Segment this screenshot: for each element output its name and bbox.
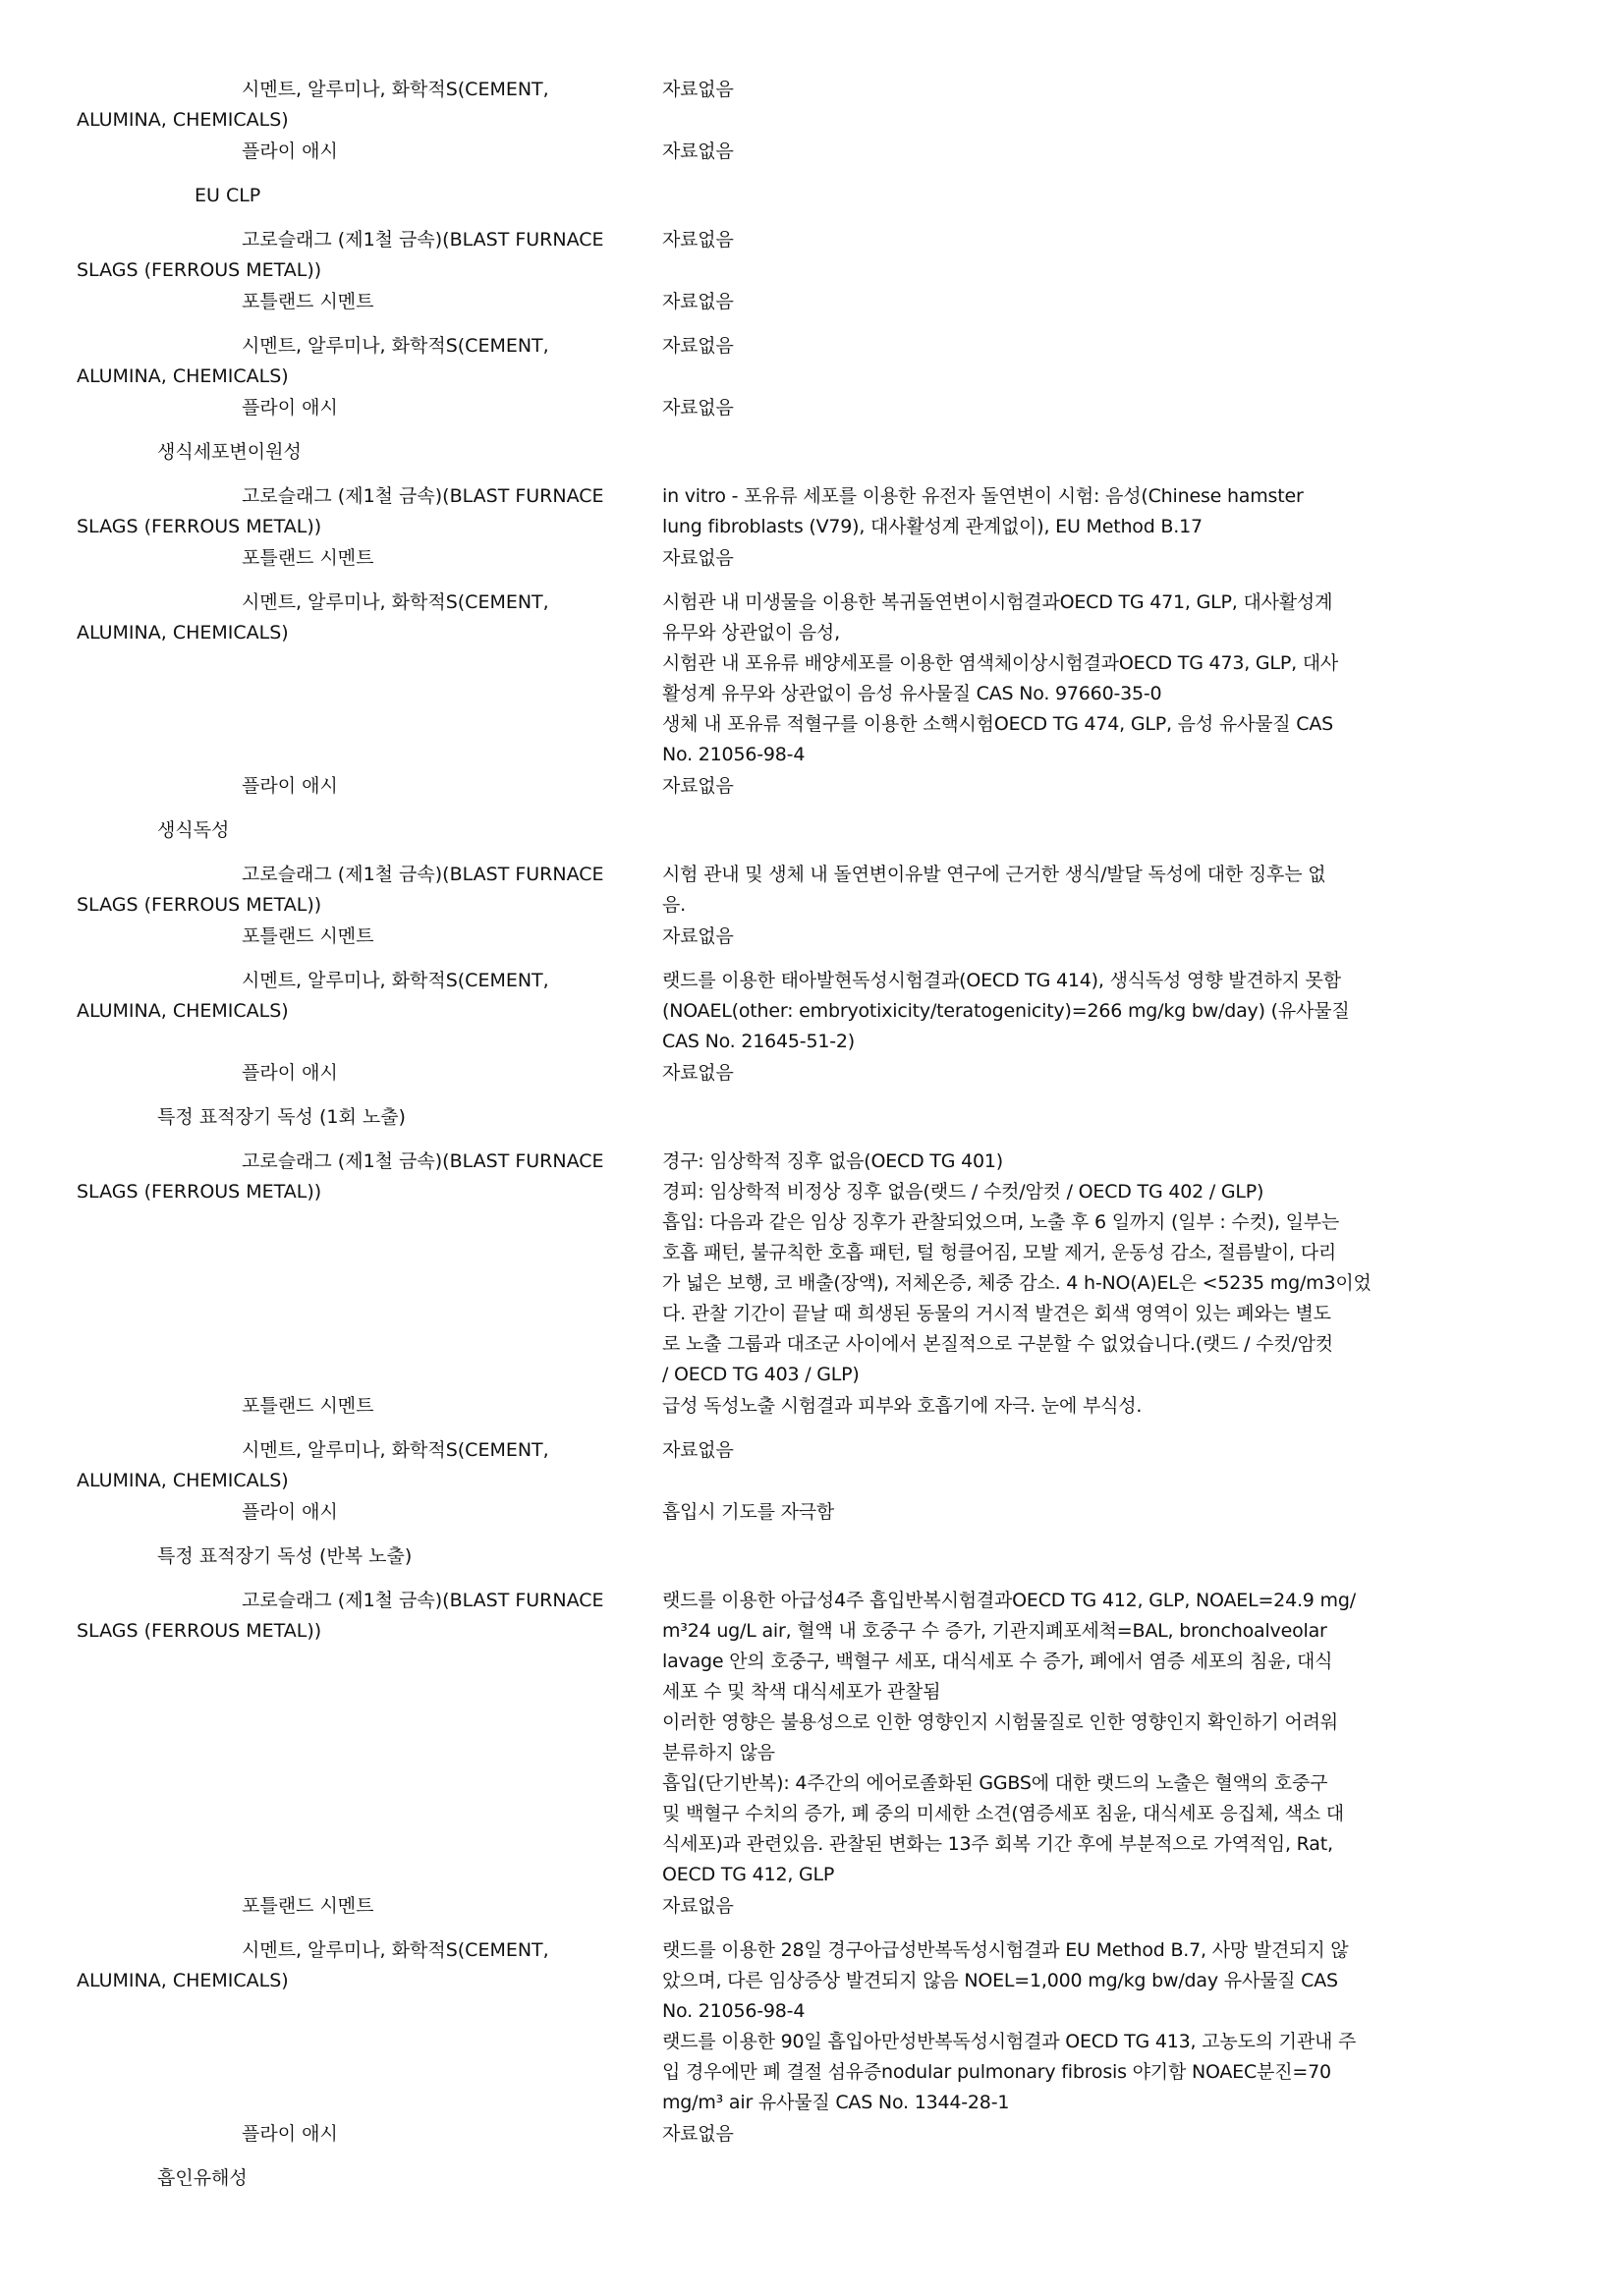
result-line: 시험관 내 미생물을 이용한 복귀돌연변이시험결과OECD TG 471, GLP, 대사활성계 bbox=[662, 591, 1333, 613]
result-line: 로 노출 그룹과 대조군 사이에서 본질적으로 구분할 수 없었습니다.(랫드 / 수컷/암컷 bbox=[662, 1333, 1333, 1355]
substance-row bbox=[77, 1391, 1491, 1422]
substance-name-line: 플라이 애시 bbox=[242, 1062, 338, 1084]
substance-result bbox=[662, 1497, 1470, 1528]
substance-name-line: 포틀랜드 시멘트 bbox=[242, 1395, 374, 1417]
substance-name bbox=[77, 481, 662, 542]
substance-name bbox=[77, 771, 662, 802]
result-line: 자료없음 bbox=[662, 1439, 734, 1461]
substance-name-line: ALUMINA, CHEMICALS) bbox=[77, 109, 289, 131]
hazard-section bbox=[77, 1102, 1491, 1528]
result-line: 급성 독성노출 시험결과 피부와 호흡기에 자극. 눈에 부식성. bbox=[662, 1395, 1143, 1417]
substance-name bbox=[77, 1391, 662, 1422]
substance-name-line: 고로슬래그 (제1철 금속)(BLAST FURNACE bbox=[242, 1150, 604, 1172]
hazard-section bbox=[77, 2163, 1491, 2194]
result-line: 경피: 임상학적 비정상 징후 없음(랫드 / 수컷/암컷 / OECD TG 402 / GLP) bbox=[662, 1181, 1264, 1203]
section-heading: 특정 표적장기 독성 (1회 노출) bbox=[157, 1106, 406, 1128]
substance-name-line: SLAGS (FERROUS METAL)) bbox=[77, 894, 322, 916]
substance-name-line: ALUMINA, CHEMICALS) bbox=[77, 622, 289, 644]
substance-result bbox=[662, 1147, 1470, 1390]
substance-row bbox=[77, 966, 1491, 1057]
hazard-section bbox=[77, 815, 1491, 1089]
substance-result bbox=[662, 1058, 1470, 1089]
section-heading: EU CLP bbox=[195, 185, 261, 206]
substance-row bbox=[77, 225, 1491, 286]
substance-name bbox=[77, 2119, 662, 2150]
result-line: 자료없음 bbox=[662, 1062, 734, 1084]
result-line: mg/m³ air 유사물질 CAS No. 1344-28-1 bbox=[662, 2092, 1010, 2113]
result-line: 경구: 임상학적 징후 없음(OECD TG 401) bbox=[662, 1150, 1004, 1172]
substance-name-line: 시멘트, 알루미나, 화학적S(CEMENT, bbox=[242, 1439, 549, 1461]
result-line: 랫드를 이용한 태아발현독성시험결과(OECD TG 414), 생식독성 영향 발견하지 못함 bbox=[662, 970, 1341, 991]
result-line: 흡입(단기반복): 4주간의 에어로졸화된 GGBS에 대한 랫드의 노출은 혈액의 호중구 bbox=[662, 1772, 1328, 1794]
substance-name-line: 고로슬래그 (제1철 금속)(BLAST FURNACE bbox=[242, 864, 604, 885]
hazard-section bbox=[77, 75, 1491, 167]
substance-row bbox=[77, 331, 1491, 392]
result-line: 세포 수 및 착색 대식세포가 관찰됨 bbox=[662, 1681, 941, 1703]
result-line: 이러한 영향은 불용성으로 인한 영향인지 시험물질로 인한 영향인지 확인하기 어려워 bbox=[662, 1711, 1338, 1733]
result-line: OECD TG 412, GLP bbox=[662, 1864, 835, 1885]
result-line: 자료없음 bbox=[662, 291, 734, 312]
result-line: 랫드를 이용한 28일 경구아급성반복독성시험결과 EU Method B.7, 사망 발견되지 않 bbox=[662, 1939, 1349, 1961]
substance-name bbox=[77, 137, 662, 167]
substance-row bbox=[77, 137, 1491, 167]
substance-name bbox=[77, 860, 662, 921]
result-line: 랫드를 이용한 90일 흡입아만성반복독성시험결과 OECD TG 413, 고농도의 기관내 주 bbox=[662, 2031, 1357, 2052]
result-line: 및 백혈구 수치의 증가, 폐 중의 미세한 소견(염증세포 침윤, 대식세포 응집체, 색소 대 bbox=[662, 1803, 1344, 1824]
substance-row bbox=[77, 860, 1491, 921]
result-line: 생체 내 포유류 적혈구를 이용한 소핵시험OECD TG 474, GLP, 음성 유사물질 CAS bbox=[662, 713, 1333, 735]
section-heading: 생식세포변이원성 bbox=[157, 441, 302, 463]
substance-name-line: SLAGS (FERROUS METAL)) bbox=[77, 1181, 322, 1203]
result-line: 자료없음 bbox=[662, 229, 734, 251]
substance-row bbox=[77, 481, 1491, 542]
substance-name-line: 플라이 애시 bbox=[242, 1501, 338, 1523]
substance-name-line: 플라이 애시 bbox=[242, 775, 338, 797]
substance-row bbox=[77, 75, 1491, 136]
substance-name bbox=[77, 1435, 662, 1496]
result-line: 가 넓은 보행, 코 배출(장액), 저체온증, 체중 감소. 4 h-NO(A)EL은 <5235 mg/m3이었 bbox=[662, 1272, 1372, 1294]
hazard-section bbox=[77, 181, 1491, 423]
result-line: 자료없음 bbox=[662, 397, 734, 419]
substance-result bbox=[662, 1435, 1470, 1496]
substance-name-line: 포틀랜드 시멘트 bbox=[242, 291, 374, 312]
substance-row bbox=[77, 1891, 1491, 1922]
substance-row bbox=[77, 1435, 1491, 1496]
result-line: 분류하지 않음 bbox=[662, 1742, 775, 1764]
substance-result bbox=[662, 1586, 1470, 1890]
substance-name-line: ALUMINA, CHEMICALS) bbox=[77, 1970, 289, 1991]
result-line: 음. bbox=[662, 894, 686, 916]
result-line: in vitro - 포유류 세포를 이용한 유전자 돌연변이 시험: 음성(Chinese hamster bbox=[662, 485, 1304, 507]
substance-name-line: 플라이 애시 bbox=[242, 2123, 338, 2145]
section-heading: 흡인유해성 bbox=[157, 2167, 248, 2189]
result-line: 자료없음 bbox=[662, 2123, 734, 2145]
substance-name-line: 고로슬래그 (제1철 금속)(BLAST FURNACE bbox=[242, 1590, 604, 1611]
result-line: 자료없음 bbox=[662, 140, 734, 162]
substance-name-line: 고로슬래그 (제1철 금속)(BLAST FURNACE bbox=[242, 229, 604, 251]
substance-name bbox=[77, 225, 662, 286]
result-line: 자료없음 bbox=[662, 547, 734, 569]
substance-name bbox=[77, 331, 662, 392]
substance-row bbox=[77, 771, 1491, 802]
result-line: / OECD TG 403 / GLP) bbox=[662, 1364, 860, 1385]
result-line: 자료없음 bbox=[662, 335, 734, 357]
substance-name bbox=[77, 966, 662, 1057]
substance-name bbox=[77, 543, 662, 574]
substance-name-line: 포틀랜드 시멘트 bbox=[242, 547, 374, 569]
substance-result bbox=[662, 771, 1470, 802]
substance-result bbox=[662, 287, 1470, 317]
substance-name-line: 시멘트, 알루미나, 화학적S(CEMENT, bbox=[242, 970, 549, 991]
substance-row bbox=[77, 1147, 1491, 1390]
hazard-section bbox=[77, 1541, 1491, 2150]
result-line: No. 21056-98-4 bbox=[662, 2000, 806, 2022]
result-line: 았으며, 다른 임상증상 발견되지 않음 NOEL=1,000 mg/kg bw/day 유사물질 CAS bbox=[662, 1970, 1338, 1991]
result-line: 자료없음 bbox=[662, 1895, 734, 1917]
substance-name-line: 시멘트, 알루미나, 화학적S(CEMENT, bbox=[242, 79, 549, 100]
substance-result bbox=[662, 922, 1470, 952]
result-line: 시험관 내 포유류 배양세포를 이용한 염색체이상시험결과OECD TG 473, GLP, 대사 bbox=[662, 652, 1339, 674]
result-line: 흡입시 기도를 자극함 bbox=[662, 1501, 835, 1523]
substance-name-line: ALUMINA, CHEMICALS) bbox=[77, 1470, 289, 1491]
substance-row bbox=[77, 922, 1491, 952]
document-body bbox=[77, 75, 1491, 2208]
result-line: 입 경우에만 폐 결절 섬유증nodular pulmonary fibrosis 야기함 NOAEC분진=70 bbox=[662, 2061, 1331, 2083]
substance-name-line: 시멘트, 알루미나, 화학적S(CEMENT, bbox=[242, 591, 549, 613]
substance-name-line: ALUMINA, CHEMICALS) bbox=[77, 1000, 289, 1022]
result-line: 시험 관내 및 생체 내 돌연변이유발 연구에 근거한 생식/발달 독성에 대한 징후는 없 bbox=[662, 864, 1326, 885]
substance-name-line: 포틀랜드 시멘트 bbox=[242, 1895, 374, 1917]
substance-result bbox=[662, 2119, 1470, 2150]
substance-result bbox=[662, 1935, 1470, 2118]
substance-name bbox=[77, 1058, 662, 1089]
substance-result bbox=[662, 1391, 1470, 1422]
substance-row bbox=[77, 1497, 1491, 1528]
result-line: m³24 ug/L air, 혈액 내 호중구 수 증가, 기관지폐포세척=BAL, bronchoalveolar bbox=[662, 1620, 1327, 1642]
substance-name bbox=[77, 393, 662, 423]
result-line: 유무와 상관없이 음성, bbox=[662, 622, 840, 644]
result-line: 자료없음 bbox=[662, 79, 734, 100]
substance-name-line: SLAGS (FERROUS METAL)) bbox=[77, 1620, 322, 1642]
substance-result bbox=[662, 588, 1470, 770]
result-line: 호흡 패턴, 불규칙한 호흡 패턴, 털 헝클어짐, 모발 제거, 운동성 감소, 절름발이, 다리 bbox=[662, 1242, 1337, 1263]
section-heading: 특정 표적장기 독성 (반복 노출) bbox=[157, 1545, 413, 1567]
substance-name-line: 고로슬래그 (제1철 금속)(BLAST FURNACE bbox=[242, 485, 604, 507]
result-line: No. 21056-98-4 bbox=[662, 744, 806, 765]
substance-row bbox=[77, 1935, 1491, 2118]
substance-name-line: 시멘트, 알루미나, 화학적S(CEMENT, bbox=[242, 1939, 549, 1961]
substance-name bbox=[77, 1497, 662, 1528]
substance-result bbox=[662, 860, 1470, 921]
section-heading: 생식독성 bbox=[157, 819, 230, 841]
result-line: lavage 안의 호중구, 백혈구 세포, 대식세포 수 증가, 폐에서 염증 세포의 침윤, 대식 bbox=[662, 1651, 1333, 1672]
substance-name-line: SLAGS (FERROUS METAL)) bbox=[77, 259, 322, 281]
substance-row bbox=[77, 393, 1491, 423]
substance-name-line: 시멘트, 알루미나, 화학적S(CEMENT, bbox=[242, 335, 549, 357]
result-line: 자료없음 bbox=[662, 925, 734, 947]
substance-result bbox=[662, 331, 1470, 392]
result-line: 다. 관찰 기간이 끝날 때 희생된 동물의 거시적 발견은 회색 영역이 있는 폐와는 별도 bbox=[662, 1303, 1331, 1324]
substance-result bbox=[662, 543, 1470, 574]
substance-row bbox=[77, 2119, 1491, 2150]
substance-row bbox=[77, 287, 1491, 317]
substance-name bbox=[77, 287, 662, 317]
substance-result bbox=[662, 966, 1470, 1057]
substance-row bbox=[77, 1058, 1491, 1089]
result-line: (NOAEL(other: embryotixicity/teratogenicity)=266 mg/kg bw/day) (유사물질 bbox=[662, 1000, 1350, 1022]
result-line: 흡입: 다음과 같은 임상 징후가 관찰되었으며, 노출 후 6 일까지 (일부 : 수컷), 일부는 bbox=[662, 1211, 1340, 1233]
result-line: 자료없음 bbox=[662, 775, 734, 797]
result-line: 랫드를 이용한 아급성4주 흡입반복시험결과OECD TG 412, GLP, NOAEL=24.9 mg/ bbox=[662, 1590, 1356, 1611]
substance-row bbox=[77, 588, 1491, 770]
hazard-section bbox=[77, 437, 1491, 802]
substance-result bbox=[662, 225, 1470, 286]
substance-name-line: 플라이 애시 bbox=[242, 397, 338, 419]
substance-row bbox=[77, 1586, 1491, 1890]
substance-name-line: 포틀랜드 시멘트 bbox=[242, 925, 374, 947]
result-line: 활성계 유무와 상관없이 음성 유사물질 CAS No. 97660-35-0 bbox=[662, 683, 1162, 704]
substance-name-line: 플라이 애시 bbox=[242, 140, 338, 162]
substance-row bbox=[77, 543, 1491, 574]
substance-result bbox=[662, 137, 1470, 167]
result-line: lung fibroblasts (V79), 대사활성계 관계없이), EU Method B.17 bbox=[662, 516, 1203, 537]
substance-name bbox=[77, 588, 662, 770]
substance-name bbox=[77, 922, 662, 952]
result-line: 식세포)과 관련있음. 관찰된 변화는 13주 회복 기간 후에 부분적으로 가역적임, Rat, bbox=[662, 1833, 1333, 1855]
substance-result bbox=[662, 481, 1470, 542]
substance-name bbox=[77, 1891, 662, 1922]
substance-name-line: ALUMINA, CHEMICALS) bbox=[77, 365, 289, 387]
substance-name bbox=[77, 75, 662, 136]
substance-result bbox=[662, 393, 1470, 423]
substance-name bbox=[77, 1147, 662, 1390]
substance-result bbox=[662, 1891, 1470, 1922]
substance-name bbox=[77, 1586, 662, 1890]
result-line: CAS No. 21645-51-2) bbox=[662, 1031, 855, 1052]
substance-name-line: SLAGS (FERROUS METAL)) bbox=[77, 516, 322, 537]
substance-name bbox=[77, 1935, 662, 2118]
substance-result bbox=[662, 75, 1470, 136]
